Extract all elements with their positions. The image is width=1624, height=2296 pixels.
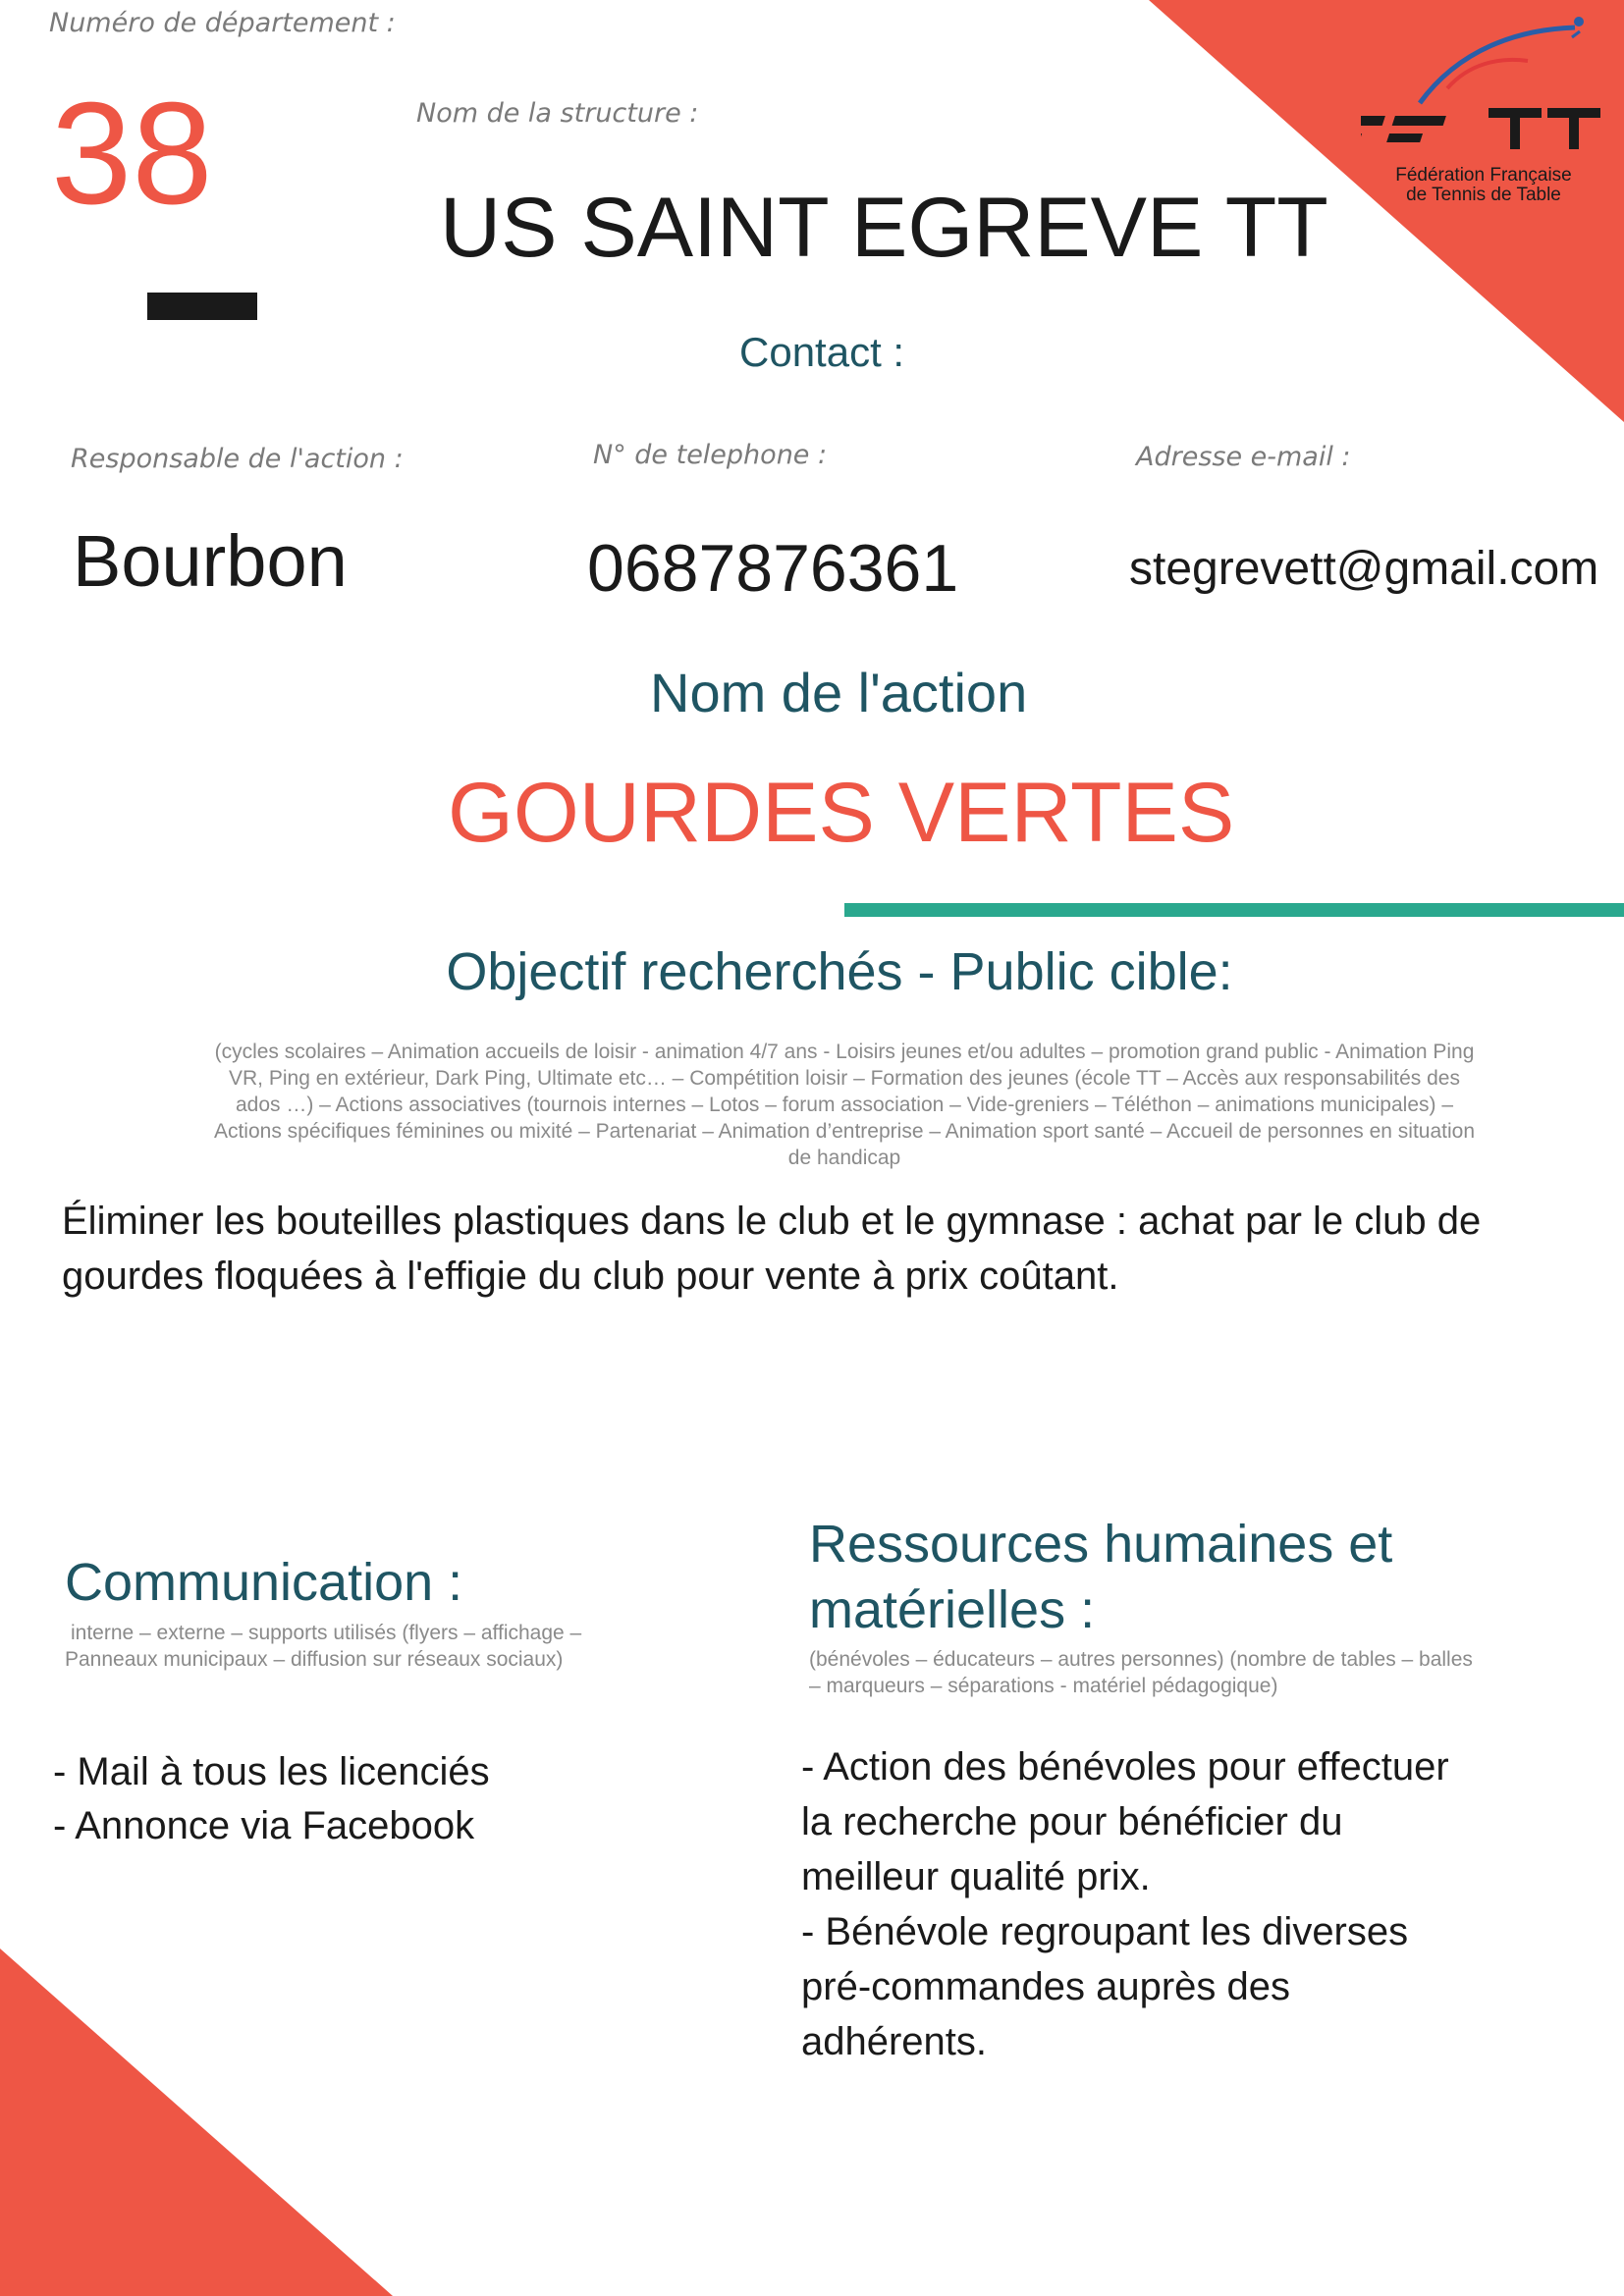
objectif-hint-line: Actions spécifiques féminines ou mixité – Partenariat – Animation d’entreprise – Animation sport santé – Accueil de personnes en situation xyxy=(213,1120,1476,1143)
objectif-hint-line: de handicap xyxy=(787,1147,901,1169)
ressources-hint-line: (bénévoles – éducateurs – autres personnes) (nombre de tables – balles xyxy=(809,1648,1473,1671)
action-name: GOURDES VERTES xyxy=(448,766,1235,860)
objectif-hint xyxy=(157,1039,1532,1171)
ressources-hint xyxy=(809,1646,1473,1699)
corner-triangle-bottom-left xyxy=(0,1949,393,2296)
communication-hint-line: Panneaux municipaux – diffusion sur réseaux sociaux) xyxy=(65,1648,564,1671)
phone-value: 0687876361 xyxy=(587,531,959,606)
ressources-text-line: - Bénévole regroupant les diverses xyxy=(801,1910,1409,1953)
phone-label: N° de telephone : xyxy=(593,440,828,470)
fftt-logo-icon xyxy=(1361,10,1606,157)
fftt-logo xyxy=(1361,10,1606,216)
communication-item: - Mail à tous les licenciés xyxy=(53,1750,490,1793)
department-label: Numéro de département : xyxy=(49,8,396,38)
responsable-value: Bourbon xyxy=(73,520,348,602)
department-number: 38 xyxy=(51,73,213,235)
email-label: Adresse e-mail : xyxy=(1136,442,1351,472)
ressources-text-line: la recherche pour bénéficier du xyxy=(801,1800,1343,1843)
communication-list xyxy=(53,1745,490,1853)
ressources-title-line: matérielles : xyxy=(809,1580,1096,1639)
logo-line-2: de Tennis de Table xyxy=(1406,185,1561,205)
ressources-text-line: pré-commandes auprès des xyxy=(801,1965,1291,2008)
communication-title: Communication : xyxy=(65,1553,463,1612)
communication-hint xyxy=(65,1620,581,1673)
structure-name: US SAINT EGREVE TT xyxy=(440,181,1328,275)
action-label: Nom de l'action xyxy=(650,662,1028,723)
objectif-text xyxy=(62,1194,1481,1304)
objectif-text-line: gourdes floquées à l'effigie du club pour vente à prix coûtant. xyxy=(62,1255,1119,1298)
objectif-hint-line: VR, Ping en extérieur, Dark Ping, Ultimate etc… – Compétition loisir – Formation des jeunes (école TT – Accès aux responsabilités des xyxy=(229,1067,1460,1090)
contact-title: Contact : xyxy=(739,329,905,375)
responsable-label: Responsable de l'action : xyxy=(71,444,404,474)
objectif-title: Objectif recherchés - Public cible: xyxy=(446,942,1233,1001)
communication-hint-line: interne – externe – supports utilisés (flyers – affichage – xyxy=(71,1622,582,1644)
logo-line-1: Fédération Française xyxy=(1395,165,1572,186)
objectif-hint-line: ados …) – Actions associatives (tournois internes – Lotos – forum association – Vide-greniers – Téléthon – animations municipales) – xyxy=(235,1094,1454,1116)
communication-item: - Annonce via Facebook xyxy=(53,1804,475,1847)
department-underline xyxy=(147,293,257,320)
objectif-hint-line: (cycles scolaires – Animation accueils de loisir - animation 4/7 ans - Loisirs jeunes et/ou adultes – promotion grand public - Animation Ping xyxy=(214,1041,1475,1063)
ressources-text-line: adhérents. xyxy=(801,2020,988,2063)
objectif-text-line: Éliminer les bouteilles plastiques dans le club et le gymnase : achat par le club de xyxy=(62,1200,1482,1243)
structure-label: Nom de la structure : xyxy=(416,98,699,129)
ressources-title-line: Ressources humaines et xyxy=(809,1515,1393,1574)
ressources-text-line: meilleur qualité prix. xyxy=(801,1855,1151,1898)
ressources-hint-line: – marqueurs – séparations - matériel pédagogique) xyxy=(809,1675,1278,1697)
email-value: stegrevett@gmail.com xyxy=(1129,543,1599,595)
ressources-text-line: - Action des bénévoles pour effectuer xyxy=(801,1745,1449,1789)
ressources-title xyxy=(809,1512,1392,1643)
ressources-text xyxy=(801,1739,1449,2069)
accent-bar xyxy=(844,903,1624,917)
